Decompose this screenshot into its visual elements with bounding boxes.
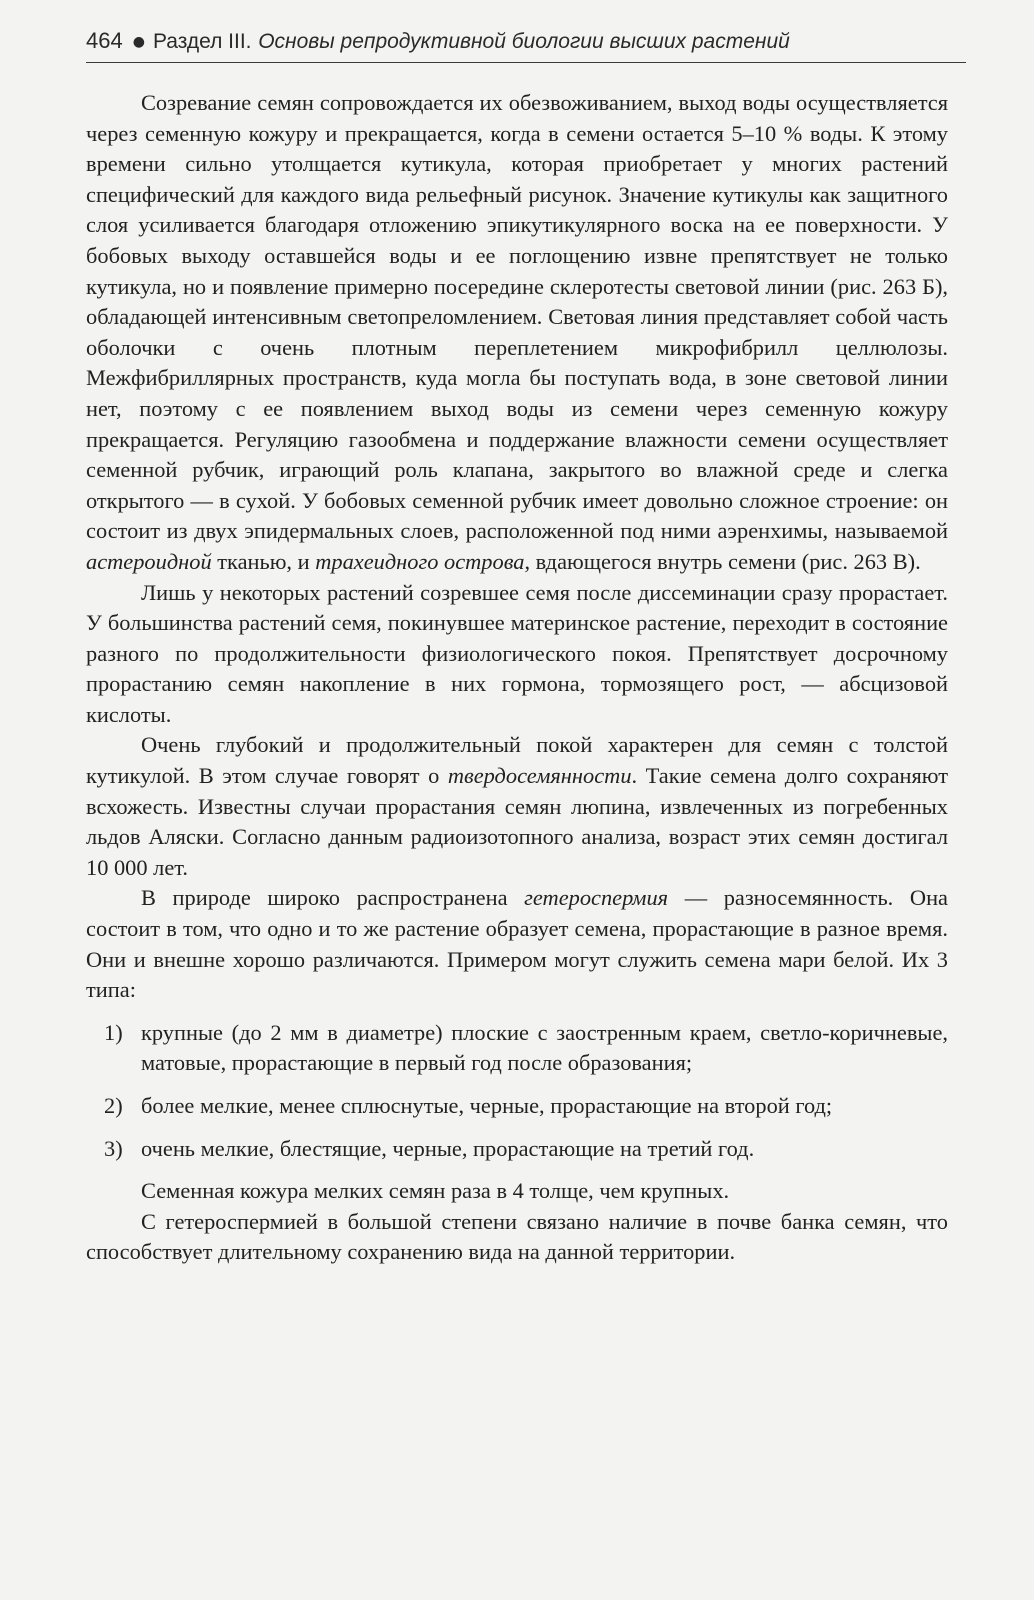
paragraph-dormancy: Лишь у некоторых растений созревшее семя после диссеминации сразу прорастает. У большинства растений семя, покинувшее материнское растение, переходит в состояние разного по продолжительности физиологического покоя. Препятствует досрочному прорастанию семян накопление в них гормона, тормозящего рост, — абсцизовой кислоты.: [86, 579, 948, 727]
term-hard-seededness: твердосемянности: [447, 763, 632, 789]
section-label: Раздел III.: [152, 30, 252, 53]
paragraph-seed-maturation: Созревание семян сопровождается их обезвоживанием, выход воды осуществляется через семенную кожуру и прекращается, когда в семени остается 5–10 % воды. К этому времени сильно утолщается кутикула, которая приобретает у многих растений специфический для каждого вида рельефный рисунок. Значение кутикулы как защитного слоя усиливается благодаря отложению эпикутикулярного воска на ее поверхности. У бобовых выходу оставшейся воды и ее поглощению извне препятствует не только кутикула, но и появление примерно посередине склеротесты световой линии (рис. 263 Б), обладающей интенсивным светопреломлением. Световая линия представляет собой часть оболочки с очень плотным переплетением микрофибрилл целлюлозы. Межфибриллярных пространств, куда могла бы поступать вода, в зоне световой линии нет, поэтому с ее появлением выход воды из семени через семенную кожуру прекращается. Регуляцию газообмена и поддержание влажности семени осуществляет семенной рубчик, играющий роль клапана, закрытого во влажной среде и слегка открытого — в сухой. У бобовых семенной рубчик имеет довольно сложное строение: он состоит из двух эпидермальных слоев, расположенной под ними аэренхимы, называемой астероидной тканью, и трахеидного острова, вдающегося внутрь семени (рис. 263 В).: [86, 90, 948, 574]
paragraph-hard-seededness: Очень глубокий и продолжительный покой характерен для семян с толстой кутикулой. В этом случае говорят о твердосемянности. Такие семена долго сохраняют всхожесть. Известны случаи прорастания семян люпина, извлеченных из погребенных льдов Аляски. Согласно данным радиоизотопного анализа, возраст этих семян достигал 10 000 лет.: [86, 732, 949, 880]
list-item: [86, 1018, 948, 1079]
seed-types-list: [86, 1018, 948, 1164]
paragraph-heterospermy: В природе широко распространена гетероспермия — разносемянность. Она состоит в том, что одно и то же растение образует семена, прорастающие в разное время. Они и внешне хорошо различаются. Примером могут служить семена мари белой. Их 3 типа:: [86, 885, 948, 1003]
paragraph-seed-coat: Семенная кожура мелких семян раза в 4 толще, чем крупных.: [141, 1178, 730, 1204]
list-item-text: очень мелкие, блестящие, черные, прорастающие на третий год.: [141, 1135, 755, 1161]
body-text: [86, 88, 948, 1268]
term-asteroid: астероидной: [86, 548, 212, 574]
list-number: 2): [104, 1093, 123, 1118]
page-number: 464: [86, 28, 123, 53]
section-subtitle: Основы репродуктивной биологии высших растений: [258, 30, 790, 53]
list-item-text: крупные (до 2 мм в диаметре) плоские с заостренным краем, светло-коричневые, матовые, прорастающие в первый год после образования;: [141, 1019, 948, 1076]
list-item-text: более мелкие, менее сплюснутые, черные, прорастающие на второй год;: [141, 1093, 833, 1118]
header-bullet: ●: [132, 34, 145, 50]
list-number: 3): [104, 1135, 123, 1161]
list-item: [86, 1091, 948, 1122]
paragraph-seed-bank: С гетероспермией в большой степени связано наличие в почве банка семян, что способствует длительному сохранению вида на данной территории.: [86, 1208, 948, 1265]
list-item: [86, 1134, 948, 1165]
term-heterospermy: гетероспермия: [524, 885, 669, 911]
list-number: 1): [104, 1019, 123, 1045]
term-tracheid-island: трахеидного острова: [315, 548, 525, 574]
running-header: [86, 26, 966, 63]
